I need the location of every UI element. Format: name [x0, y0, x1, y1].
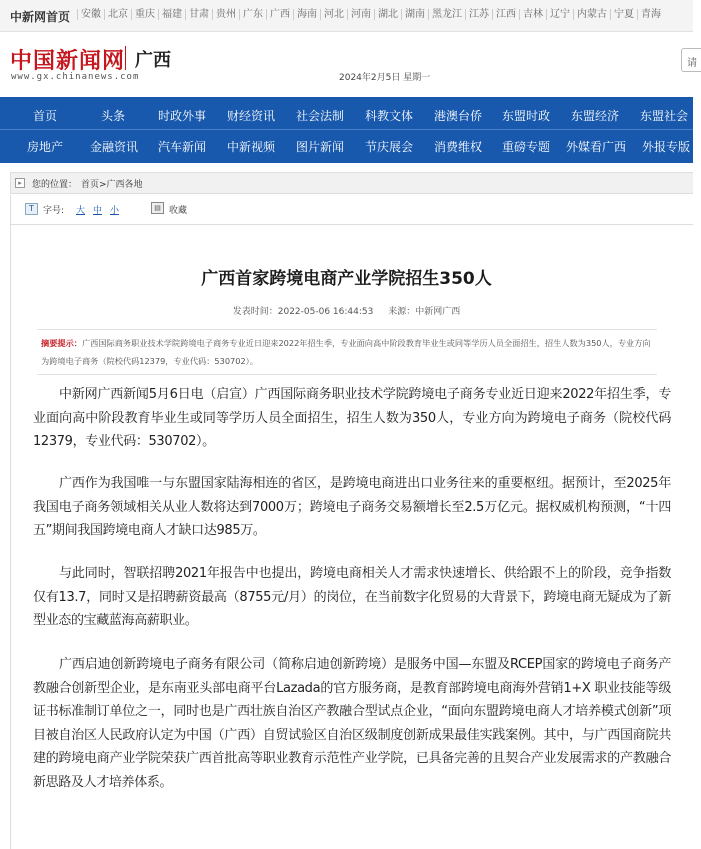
nav-item[interactable]: 港澳台侨	[433, 109, 482, 123]
nav-item[interactable]: 重磅专题	[501, 140, 550, 154]
region-link[interactable]: 辽宁	[546, 9, 573, 20]
breadcrumb-label: 您的位置：	[32, 180, 78, 190]
logo-url: www.gx.chinanews.com	[11, 72, 140, 82]
breadcrumb-path[interactable]: 首页>广西各地	[81, 180, 143, 190]
top-region-bar	[0, 0, 693, 32]
nav-divider	[0, 129, 693, 130]
summary-text: 广西国际商务职业技术学院跨境电子商务专业近日迎来2022年招生季，专业面向高中阶段教育毕业生或同等学历人员全面招生，招生人数为350人，专业方向为跨境电子商务（院校代码12379，专业代码：530702）。	[41, 338, 651, 366]
nav-item[interactable]: 头条	[100, 109, 125, 123]
nav-item[interactable]: 首页	[32, 109, 57, 123]
nav-item[interactable]: 外媒看广西	[565, 140, 626, 154]
region-link[interactable]: 湖南	[401, 9, 428, 20]
publish-time: 发表时间：2022-05-06 16:44:53	[232, 307, 374, 317]
home-link[interactable]: 中新网首页	[10, 10, 71, 24]
current-date: 2024年2月5日 星期一	[339, 73, 431, 83]
nav-item[interactable]: 财经资讯	[226, 109, 275, 123]
font-size-icon: T	[25, 203, 38, 215]
article-tools	[10, 195, 693, 225]
nav-item[interactable]: 节庆展会	[364, 140, 413, 154]
article-paragraph: 中新网广西新闻5月6日电（启宣）广西国际商务职业技术学院跨境电子商务专业近日迎来2022年招生季，专业面向高中阶段教育毕业生或同等学历人员全面招生，招生人数为350人，专业方向为跨境电子商务（院校代码12379，专业代码：530702）。	[33, 387, 671, 449]
site-logo[interactable]: 中国新闻网	[10, 48, 126, 74]
article-paragraph: 与此同时，智联招聘2021年报告中也提出，跨境电商相关人才需求快速增长、供给跟不上的阶段，竞争指数仅有13.7，同时又是招聘薪资最高（8755元/月）的岗位，在当前数字化贸易的大背景下，跨境电商无疑成为了新型业态的宝藏蓝海高薪职业。	[33, 566, 671, 628]
article-source: 来源：中新网广西	[388, 307, 461, 317]
region-link[interactable]: 青海	[637, 9, 664, 20]
nav-item[interactable]: 东盟社会	[639, 109, 688, 123]
nav-item[interactable]: 东盟经济	[570, 109, 619, 123]
region-link[interactable]: 福建	[158, 9, 185, 20]
region-link[interactable]: 安徽	[77, 9, 104, 20]
logo-divider	[125, 46, 126, 70]
region-link[interactable]: 江西	[492, 9, 519, 20]
region-link[interactable]: 河南	[347, 9, 374, 20]
region-link[interactable]: 重庆	[131, 9, 158, 20]
logo-region-name: 广西	[135, 50, 171, 71]
region-link[interactable]: 甘肃	[185, 9, 212, 20]
font-size-small[interactable]: 小	[110, 206, 120, 216]
article-title: 广西首家跨境电商产业学院招生350人	[201, 269, 492, 289]
font-size-large[interactable]: 大	[76, 206, 86, 216]
nav-item[interactable]: 社会法制	[295, 109, 344, 123]
region-links	[77, 9, 664, 20]
nav-item[interactable]: 汽车新闻	[157, 140, 206, 154]
nav-item[interactable]: 外报专版	[641, 140, 690, 154]
favorite-icon: ▤	[151, 202, 164, 214]
region-link[interactable]: 广东	[239, 9, 266, 20]
nav-item[interactable]: 消费维权	[433, 140, 482, 154]
main-nav	[0, 97, 693, 163]
summary-label: 摘要提示：	[41, 338, 82, 348]
nav-item[interactable]: 时政外事	[157, 109, 206, 123]
site-header	[0, 32, 697, 94]
nav-item[interactable]: 东盟时政	[501, 109, 550, 123]
region-link[interactable]: 海南	[293, 9, 320, 20]
region-link[interactable]: 湖北	[374, 9, 401, 20]
font-size-medium[interactable]: 中	[93, 206, 103, 216]
favorite-button[interactable]: 收藏	[169, 206, 188, 216]
nav-row-primary	[0, 103, 693, 129]
search-input[interactable]: 请	[681, 48, 701, 72]
nav-item[interactable]: 房地产	[26, 140, 63, 154]
region-link[interactable]: 宁夏	[610, 9, 637, 20]
article-paragraph: 广西启迪创新跨境电子商务有限公司（简称启迪创新跨境）是服务中国—东盟及RCEP国家的跨境电子商务产教融合创新型企业，是东南亚头部电商平台Lazada的官方服务商，是教育部跨境电商海外营销1+X 职业技能等级证书标准制订单位之一，同时也是广西壮族自治区产教融合型试点企业，“面向东盟跨境电商人才培养模式创新”项目被自治区人民政府认定为中国（广西）自贸试验区自治区级制度创新成果最佳实践案例。其中，与广西国商院共建的跨境电商产业学院荣获广西首批高等职业教育示范性产业学院，已具备完善的且契合产业发展需求的产教融合新思路及人才培养体系。	[33, 657, 671, 790]
region-link[interactable]: 贵州	[212, 9, 239, 20]
region-link[interactable]: 北京	[104, 9, 131, 20]
location-icon: ▸	[15, 178, 25, 188]
region-link[interactable]: 黑龙江	[428, 9, 465, 20]
region-link[interactable]: 广西	[266, 9, 293, 20]
region-link[interactable]: 江苏	[465, 9, 492, 20]
nav-item[interactable]: 科教文体	[364, 109, 413, 123]
region-link[interactable]: 内蒙古	[573, 9, 610, 20]
article-summary	[37, 329, 657, 375]
nav-item[interactable]: 金融资讯	[89, 140, 138, 154]
breadcrumb	[10, 172, 693, 194]
nav-item[interactable]: 中新视频	[226, 140, 275, 154]
nav-row-secondary	[0, 134, 693, 160]
region-link[interactable]: 吉林	[519, 9, 546, 20]
article-meta	[0, 304, 693, 317]
article-paragraph: 广西作为我国唯一与东盟国家陆海相连的省区，是跨境电商进出口业务往来的重要枢纽。据预计，至2025年我国电子商务领域相关从业人数将达到7000万；跨境电子商务交易额增长至2.5万亿元。据权威机构预测，“十四五”期间我国跨境电商人才缺口达985万。	[33, 476, 671, 538]
nav-item[interactable]: 图片新闻	[295, 140, 344, 154]
font-size-label: 字号:	[43, 206, 65, 216]
region-link[interactable]: 河北	[320, 9, 347, 20]
